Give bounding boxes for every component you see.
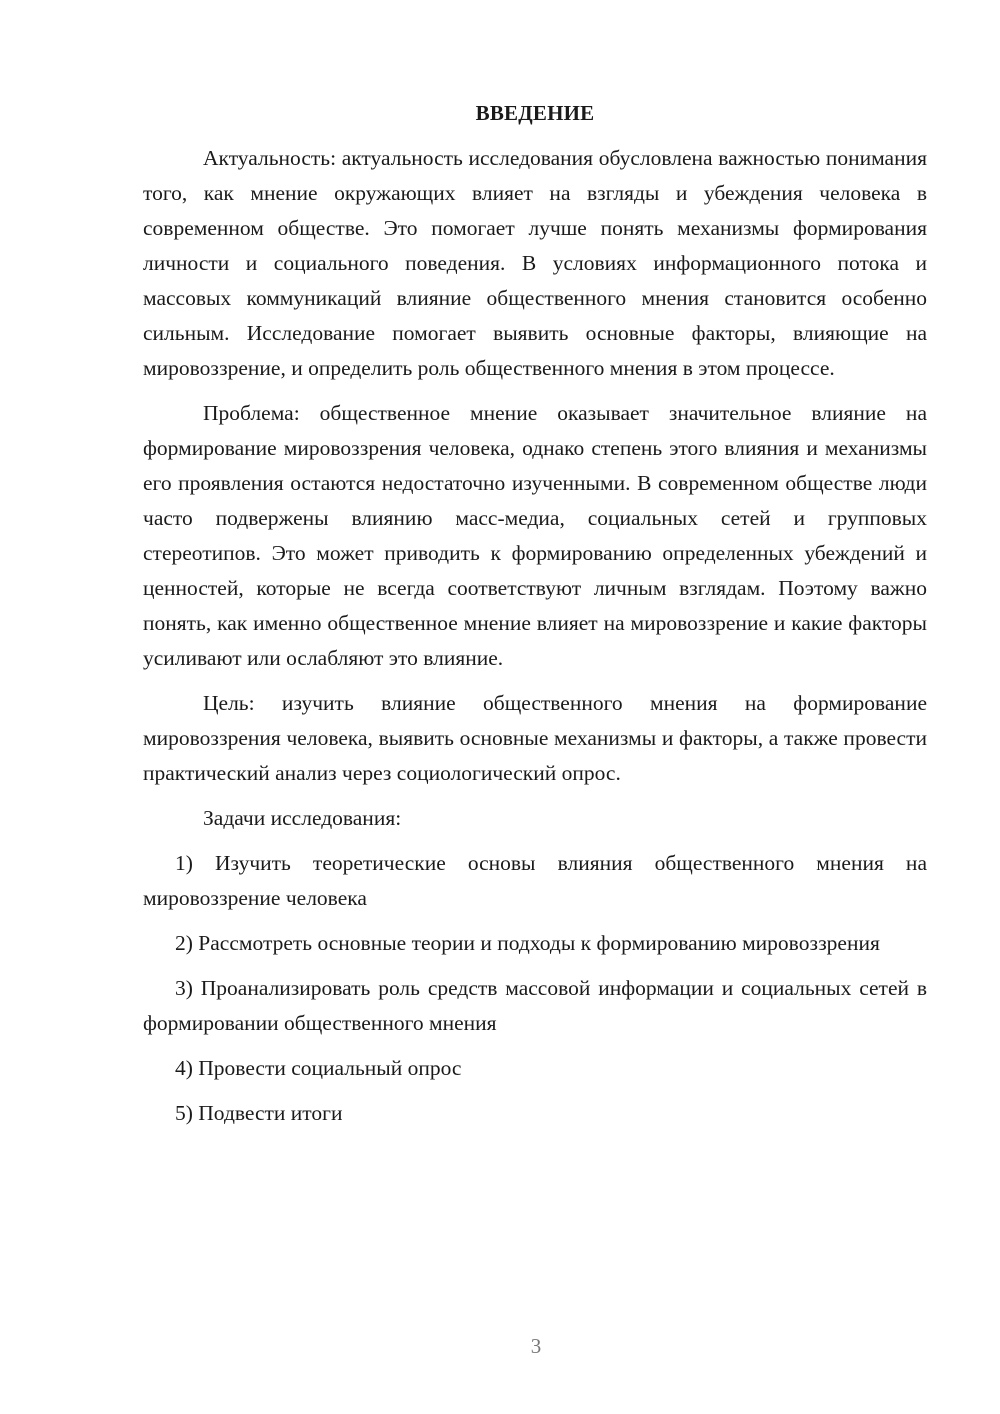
- section-title: ВВЕДЕНИЕ: [475, 101, 595, 125]
- paragraph-relevance: Актуальность: актуальность исследования обусловлена важностью понимания того, как мнение окружающих влияет на взгляды и убеждения человека в современном обществе. Это помогает лучше понять механизмы формирования личности и социального поведения. В условиях информационного потока и массовых коммуникаций влияние общественного мнения становится особенно сильным. Исследование помогает выявить основные факторы, влияющие на мировоззрение, и определить роль общественного мнения в этом процессе.: [143, 146, 927, 380]
- tasks-heading: Задачи исследования:: [203, 806, 402, 830]
- paragraph-problem: Проблема: общественное мнение оказывает значительное влияние на формирование мировоззрения человека, однако степень этого влияния и механизмы его проявления остаются недостаточно изученными. В современном обществе люди часто подвержены влиянию масс-медиа, социальных сетей и групповых стереотипов. Это может приводить к формированию определенных убеждений и ценностей, которые не всегда соответствуют личным взглядам. Поэтому важно понять, как именно общественное мнение влияет на мировоззрение и какие факторы усиливают или ослабляют это влияние.: [143, 401, 927, 670]
- task-item: 5) Подвести итоги: [175, 1101, 343, 1125]
- page-content: [143, 96, 927, 1141]
- task-item: 3) Проанализировать роль средств массовой информации и социальных сетей в формировании общественного мнения: [143, 976, 927, 1035]
- tasks-list: [143, 846, 927, 1131]
- task-item: 4) Провести социальный опрос: [175, 1056, 462, 1080]
- page-number: 3: [530, 1334, 542, 1358]
- task-item: 2) Рассмотреть основные теории и подходы к формированию мировоззрения: [175, 931, 880, 955]
- task-item: 1) Изучить теоретические основы влияния общественного мнения на мировоззрение человека: [143, 851, 927, 910]
- paragraph-goal: Цель: изучить влияние общественного мнения на формирование мировоззрения человека, выявить основные механизмы и факторы, а также провести практический анализ через социологический опрос.: [143, 691, 927, 785]
